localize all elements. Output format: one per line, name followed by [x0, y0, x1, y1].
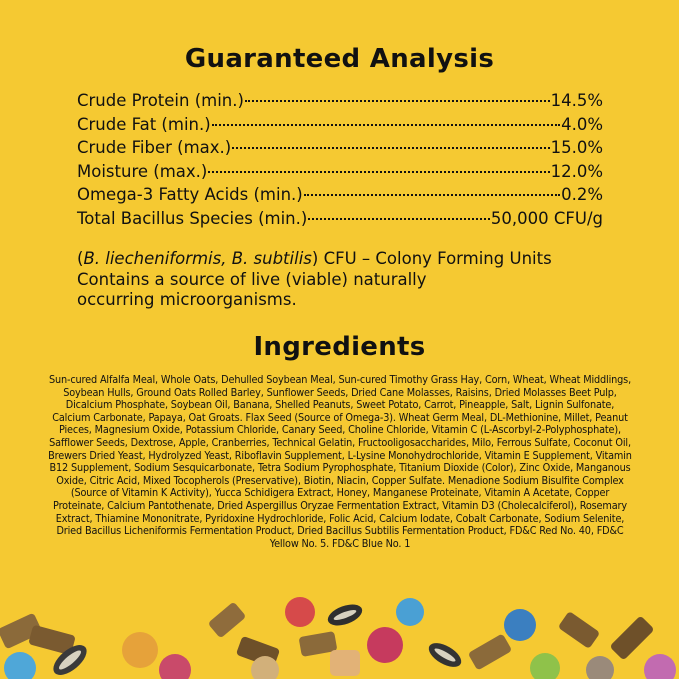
open-paren: (: [77, 249, 84, 268]
bacillus-species: B. liecheniformis, B. subtilis: [83, 249, 312, 268]
analysis-row-crude-fat: [77, 113, 603, 137]
analysis-row-bacillus: [77, 207, 603, 231]
analysis-value: 4.0%: [561, 114, 603, 134]
cfu-note-line-3: occurring microorganisms.: [77, 290, 297, 309]
dot-leader: [308, 218, 490, 220]
cfu-note-line-1: [77, 249, 617, 270]
dot-leader: [304, 194, 560, 196]
analysis-row-omega-3: [77, 183, 603, 207]
analysis-label: Crude Protein (min.): [77, 91, 244, 110]
analysis-row-crude-protein: [77, 89, 603, 113]
dot-leader: [245, 100, 550, 102]
analysis-value: 14.5%: [550, 91, 603, 110]
analysis-label: Total Bacillus Species (min.): [77, 208, 308, 228]
analysis-label: Crude Fat (min.): [77, 114, 211, 134]
ingredients-list: Sun-cured Alfalfa Meal, Whole Oats, Dehulled Soybean Meal, Sun-cured Timothy Grass Hay, Corn, Wheat, Wheat Middlings, Soybean Hulls, Ground Oats Rolled Barley, Sunflower Seeds, Dried Cane Molasses, Raisins, Dried Molasses Beet Pulp, Dicalcium Phosphate, Soybean Oil, Banana, Shelled Peanuts, Sweet Potato, Carrot, Pineapple, Salt, Lignin Sulfonate, Calcium Carbonate, Papaya, Oat Groats. Flax Seed (Source of Omega-3). Wheat Germ Meal, DL-Methionine, Millet, Peanut Pieces, Magnesium Oxide, Potassium Chloride, Canary Seed, Choline Chloride, Vitamin C (L-Ascorbyl-2-Polyphosphate), Safflower Seeds, Dextrose, Apple, Cranberries, Technical Gelatin, Fructooligosaccharides, Milo, Ferrous Sulfate, Coconut Oil, Brewers Dried Yeast, Hydrolyzed Yeast, Riboflavin Supplement, L-Lysine Monohydrochloride, Vitamin E Supplement, Vitamin B12 Supplement, Sodium Sesquicarbonate, Tetra Sodium Pyrophosphate, Titanium Dioxide (Color), Zinc Oxide, Manganous Oxide, Citric Acid, Mixed Tocopherols (Preservative), Biotin, Niacin, Copper Sulfate. Menadione Sodium Bisulfite Complex (Source of Vitamin K Activity), Yucca Schidigera Extract, Honey, Manganese Proteinate, Vitamin A Acetate, Copper Proteinate, Calcium Pantothenate, Dried Aspergillus Oryzae Fermentation Extract, Vitamin D3 (Cholecalciferol), Rosemary Extract, Thiamine Mononitrate, Pyridoxine Hydrochloride, Folic Acid, Calcium Iodate, Cobalt Carbonate, Sodium Selenite, Dried Bacillus Licheniformis Fermentation Product, Dried Bacillus Subtilis Fermentation Product, FD&C Red No. 40, FD&C Yellow No. 5. FD&C Blue No. 1: [48, 373, 632, 550]
dot-leader: [232, 147, 549, 149]
analysis-row-crude-fiber: [77, 136, 603, 160]
analysis-value: 50,000 CFU/g: [490, 208, 603, 228]
analysis-label: Moisture (max.): [77, 161, 208, 181]
analysis-label: Omega-3 Fatty Acids (min.): [77, 185, 303, 205]
analysis-value: 15.0%: [550, 138, 603, 158]
analysis-row-moisture: [77, 160, 603, 184]
cfu-note-line-2: Contains a source of live (viable) naturally: [77, 269, 427, 289]
cfu-note: [77, 249, 617, 311]
dot-leader: [212, 124, 560, 126]
cfu-definition: ) CFU – Colony Forming Units: [311, 249, 552, 268]
ingredients-title: Ingredients: [253, 332, 426, 362]
analysis-label: Crude Fiber (max.): [77, 138, 232, 158]
analysis-value: 0.2%: [561, 185, 603, 205]
guaranteed-analysis-table: [77, 89, 603, 231]
food-pieces-image: [0, 590, 679, 679]
guaranteed-analysis-title: Guaranteed Analysis: [184, 44, 495, 74]
dot-leader: [208, 171, 549, 173]
analysis-value: 12.0%: [550, 161, 603, 181]
